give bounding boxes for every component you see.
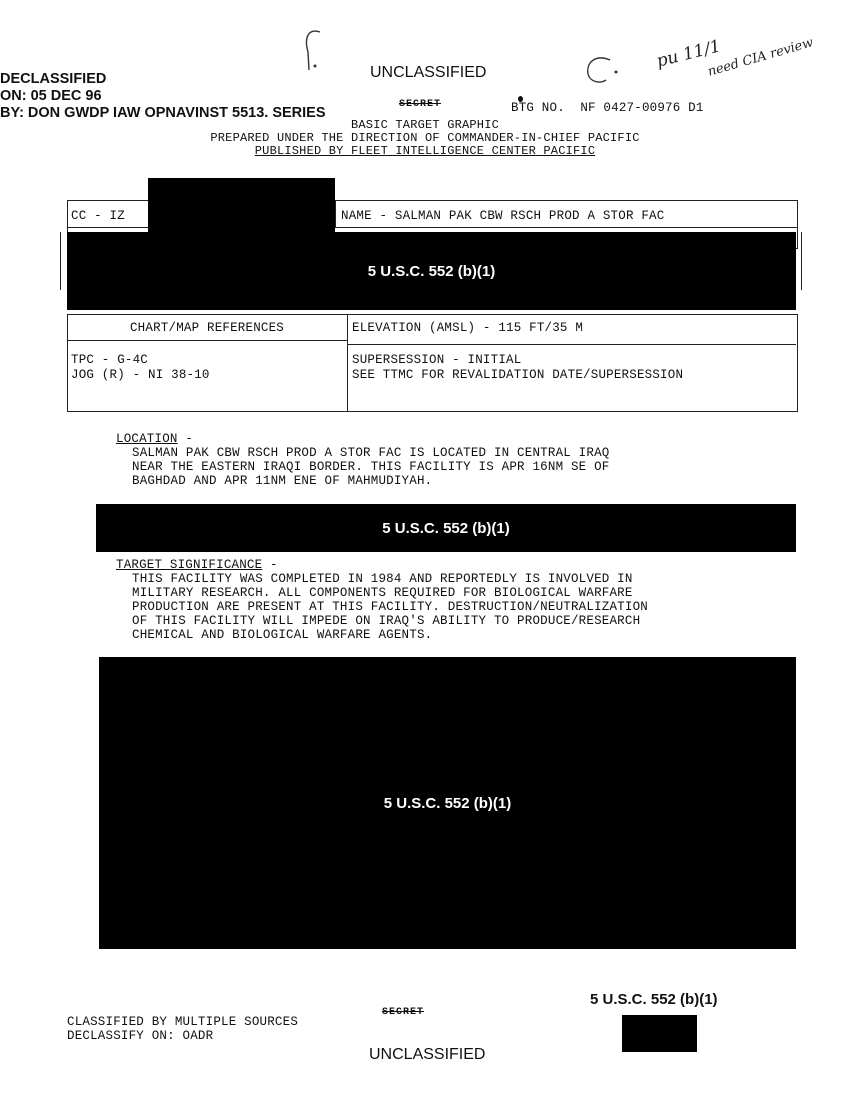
- redaction-block-id-details: 5 U.S.C. 552 (b)(1): [67, 232, 796, 310]
- target-significance-heading: TARGET SIGNIFICANCE: [116, 558, 263, 572]
- target-significance-heading-line: [116, 558, 648, 572]
- location-heading: LOCATION: [116, 432, 178, 446]
- top-classification: UNCLASSIFIED: [370, 64, 487, 81]
- location-heading-suffix: -: [177, 432, 194, 446]
- significance-line: PRODUCTION ARE PRESENT AT THIS FACILITY. DESTRUCTION/NEUTRALIZATION: [132, 600, 648, 614]
- footer-redaction-label: 5 U.S.C. 552 (b)(1): [590, 991, 718, 1008]
- redaction-block-footer: [622, 1015, 697, 1052]
- target-significance-text: [116, 572, 648, 642]
- facility-name: NAME - SALMAN PAK CBW RSCH PROD A STOR FAC: [341, 209, 665, 223]
- chart-references-heading: CHART/MAP REFERENCES: [129, 321, 285, 335]
- significance-line: MILITARY RESEARCH. ALL COMPONENTS REQUIRED FOR BIOLOGICAL WARFARE: [132, 586, 633, 600]
- location-line: SALMAN PAK CBW RSCH PROD A STOR FAC IS LOCATED IN CENTRAL IRAQ: [132, 446, 610, 460]
- declassified-date-line: ON: 05 DEC 96: [0, 88, 102, 104]
- footer-struck-marking: SECRET: [382, 1007, 425, 1018]
- header-published-by: PUBLISHED BY FLEET INTELLIGENCE CENTER PACIFIC: [254, 144, 596, 158]
- redaction-block-id: [148, 178, 335, 233]
- hole-punch-mark-right: [580, 52, 624, 88]
- box-edge-left: [60, 232, 61, 290]
- redaction-block-location: 5 U.S.C. 552 (b)(1): [96, 504, 796, 552]
- target-significance-heading-suffix: -: [262, 558, 278, 572]
- elevation: ELEVATION (AMSL) - 115 FT/35 M: [352, 321, 584, 335]
- declassified-line: DECLASSIFIED: [0, 71, 107, 87]
- chart-reference-tpc: TPC - G-4C: [71, 353, 149, 367]
- supersession: [352, 353, 683, 383]
- significance-line: OF THIS FACILITY WILL IMPEDE ON IRAQ'S ABILITY TO PRODUCE/RESEARCH: [132, 614, 641, 628]
- location-heading-line: [116, 432, 609, 446]
- declassified-by-line: BY: DON GWDP IAW OPNAVINST 5513. SERIES: [0, 105, 326, 121]
- location-line: BAGHDAD AND APR 11NM ENE OF MAHMUDIYAH.: [132, 474, 433, 488]
- header-prepared-by: PREPARED UNDER THE DIRECTION OF COMMANDER-IN-CHIEF PACIFIC: [210, 131, 640, 145]
- supersession-note: SEE TTMC FOR REVALIDATION DATE/SUPERSESSION: [352, 368, 684, 382]
- handwritten-initials: pu 11/1: [654, 36, 723, 72]
- declassification-stamp: [0, 71, 326, 122]
- box-edge-right: [801, 232, 802, 290]
- top-struck-marking: SECRET: [399, 99, 442, 110]
- header-title: BASIC TARGET GRAPHIC: [350, 118, 500, 132]
- handwritten-review-note: need CIA review: [706, 35, 816, 80]
- btg-label: BTG NO.: [511, 101, 565, 115]
- country-code: CC - IZ: [71, 209, 125, 223]
- significance-line: THIS FACILITY WAS COMPLETED IN 1984 AND REPORTEDLY IS INVOLVED IN: [132, 572, 633, 586]
- declassify-on: DECLASSIFY ON: OADR: [67, 1029, 214, 1043]
- hole-punch-mark-left: [298, 26, 324, 76]
- btg-number: NF 0427-00976 D1: [580, 101, 704, 115]
- chart-references-list: [71, 353, 210, 383]
- id-box-separator: [335, 200, 336, 227]
- references-separator: [347, 314, 348, 411]
- chart-reference-jog: JOG (R) - NI 38-10: [71, 368, 210, 382]
- elevation-rule: [347, 344, 796, 345]
- location-section: [116, 432, 609, 488]
- chart-heading-rule: [67, 340, 347, 341]
- footer-classification: UNCLASSIFIED: [369, 1046, 486, 1063]
- footer-classification-authority: [67, 1015, 298, 1043]
- location-line: NEAR THE EASTERN IRAQI BORDER. THIS FACILITY IS APR 16NM SE OF: [132, 460, 610, 474]
- redaction-block-image: 5 U.S.C. 552 (b)(1): [99, 657, 796, 949]
- classified-by: CLASSIFIED BY MULTIPLE SOURCES: [67, 1015, 299, 1029]
- supersession-status: SUPERSESSION - INITIAL: [352, 353, 522, 367]
- significance-line: CHEMICAL AND BIOLOGICAL WARFARE AGENTS.: [132, 628, 433, 642]
- location-text: [116, 446, 609, 488]
- btg-number-line: [511, 101, 704, 115]
- target-significance-section: [116, 558, 648, 642]
